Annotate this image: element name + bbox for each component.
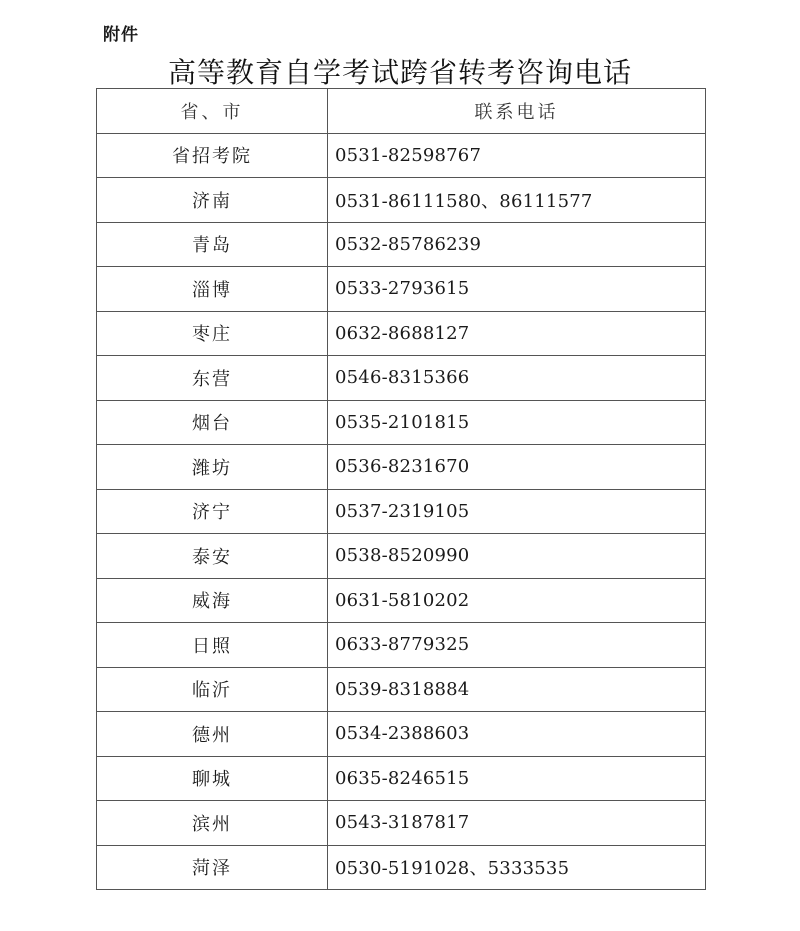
table-row	[97, 489, 706, 534]
table-row	[97, 667, 706, 712]
document-title: 高等教育自学考试跨省转考咨询电话	[167, 56, 632, 89]
region-cell: 临沂	[97, 667, 328, 712]
phone-cell: 0530-5191028、5333535	[328, 845, 706, 890]
phone-cell: 0546-8315366	[328, 356, 706, 401]
contact-table	[96, 88, 706, 890]
region-cell: 泰安	[97, 534, 328, 579]
region-cell: 德州	[97, 712, 328, 757]
phone-cell: 0532-85786239	[328, 222, 706, 267]
region-cell: 日照	[97, 623, 328, 668]
region-cell: 东营	[97, 356, 328, 401]
table-row	[97, 267, 706, 312]
table-row	[97, 133, 706, 178]
table-row	[97, 578, 706, 623]
region-cell: 菏泽	[97, 845, 328, 890]
phone-cell: 0534-2388603	[328, 712, 706, 757]
phone-cell: 0533-2793615	[328, 267, 706, 312]
region-cell: 青岛	[97, 222, 328, 267]
table-row	[97, 311, 706, 356]
phone-cell: 0537-2319105	[328, 489, 706, 534]
region-cell: 烟台	[97, 400, 328, 445]
phone-cell: 0635-8246515	[328, 756, 706, 801]
table-row	[97, 222, 706, 267]
phone-cell: 0536-8231670	[328, 445, 706, 490]
table-row	[97, 178, 706, 223]
phone-cell: 0631-5810202	[328, 578, 706, 623]
phone-cell: 0531-86111580、86111577	[328, 178, 706, 223]
phone-cell: 0539-8318884	[328, 667, 706, 712]
table-row	[97, 445, 706, 490]
region-cell: 滨州	[97, 801, 328, 846]
phone-cell: 0632-8688127	[328, 311, 706, 356]
region-cell: 潍坊	[97, 445, 328, 490]
region-cell: 济宁	[97, 489, 328, 534]
region-cell: 省招考院	[97, 133, 328, 178]
table-row	[97, 623, 706, 668]
table-row	[97, 534, 706, 579]
table-row	[97, 356, 706, 401]
table-row	[97, 801, 706, 846]
table-row	[97, 712, 706, 757]
column-header-phone: 联系电话	[328, 89, 706, 134]
phone-cell: 0543-3187817	[328, 801, 706, 846]
phone-cell: 0531-82598767	[328, 133, 706, 178]
table-row	[97, 400, 706, 445]
region-cell: 威海	[97, 578, 328, 623]
table-row	[97, 756, 706, 801]
phone-cell: 0633-8779325	[328, 623, 706, 668]
table-row	[97, 845, 706, 890]
table-header-row	[97, 89, 706, 134]
phone-cell: 0538-8520990	[328, 534, 706, 579]
region-cell: 济南	[97, 178, 328, 223]
column-header-region: 省、市	[97, 89, 328, 134]
attachment-label: 附件	[103, 25, 139, 45]
phone-cell: 0535-2101815	[328, 400, 706, 445]
region-cell: 枣庄	[97, 311, 328, 356]
region-cell: 淄博	[97, 267, 328, 312]
region-cell: 聊城	[97, 756, 328, 801]
